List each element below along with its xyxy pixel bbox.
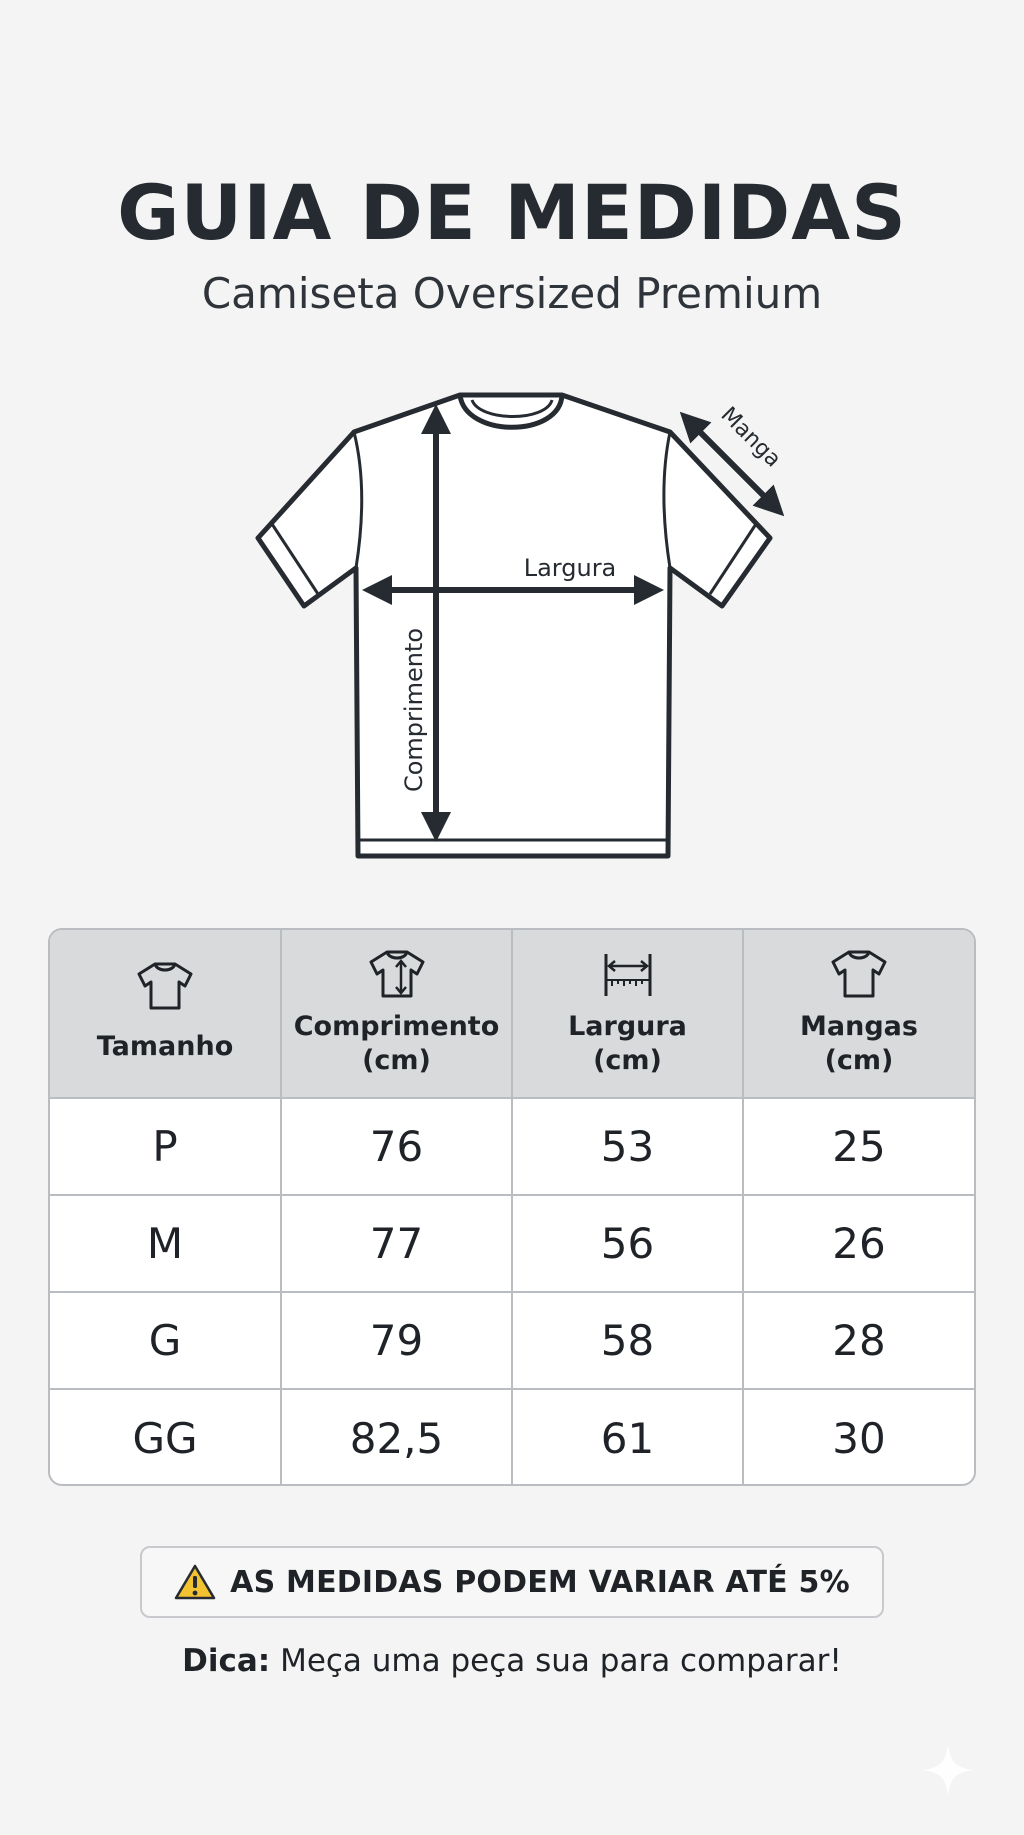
cell-width: 58 [512, 1292, 743, 1389]
cell-size: P [50, 1098, 281, 1195]
cell-length: 79 [281, 1292, 512, 1389]
header-size [50, 930, 281, 1098]
table-row [50, 1389, 974, 1486]
cell-width: 61 [512, 1389, 743, 1486]
cell-sleeve: 30 [832, 1413, 886, 1463]
header-width [512, 930, 743, 1098]
table-row [50, 1292, 974, 1389]
header-size-label: Tamanho [96, 1031, 234, 1062]
page-subtitle: Camiseta Oversized Premium [201, 269, 823, 318]
header-sleeve-label: Mangas [800, 1011, 918, 1042]
sparkle-icon [918, 1740, 978, 1800]
variation-notice-text: AS MEDIDAS PODEM VARIAR ATÉ 5% [230, 1564, 850, 1600]
tip-label: Dica: [182, 1643, 271, 1679]
table-row [50, 1195, 974, 1292]
header-width-unit: (cm) [593, 1045, 662, 1076]
variation-notice [140, 1546, 884, 1618]
tshirt-measurement-diagram-icon [250, 380, 790, 860]
cell-length: 76 [281, 1098, 512, 1195]
table-header-row [50, 930, 974, 1098]
cell-sleeve: 28 [743, 1292, 974, 1389]
header-sleeve [743, 930, 974, 1098]
table-row [50, 1098, 974, 1195]
size-table [48, 928, 976, 1486]
cell-size: GG [50, 1389, 281, 1486]
cell-length: 77 [281, 1195, 512, 1292]
warning-icon [174, 1563, 216, 1601]
cell-sleeve: 26 [743, 1195, 974, 1292]
tshirt-sleeve-icon [829, 948, 889, 1000]
header-sleeve-unit: (cm) [824, 1045, 894, 1076]
tip-line [0, 1640, 1024, 1682]
cell-size: G [50, 1292, 281, 1389]
tshirt-outline [258, 395, 770, 856]
cell-size: M [50, 1195, 281, 1292]
header-width-label: Largura [568, 1011, 687, 1042]
label-width: Largura [523, 554, 617, 582]
tshirt-diagram [250, 380, 790, 860]
cell-sleeve: 25 [743, 1098, 974, 1195]
label-length: Comprimento [400, 627, 428, 793]
page-title: GUIA DE MEDIDAS [117, 168, 907, 257]
header-length [281, 930, 512, 1098]
label-sleeve: Manga [715, 402, 786, 473]
header-length-label: Comprimento [293, 1011, 500, 1042]
cell-length: 82,5 [281, 1389, 512, 1486]
tshirt-icon [135, 960, 195, 1012]
width-measure-icon [598, 948, 658, 1000]
cell-width: 56 [512, 1195, 743, 1292]
tip-text: Meça uma peça sua para comparar! [270, 1643, 842, 1679]
header-length-unit: (cm) [362, 1045, 431, 1076]
tshirt-length-icon [367, 948, 427, 1000]
cell-width: 53 [512, 1098, 743, 1195]
